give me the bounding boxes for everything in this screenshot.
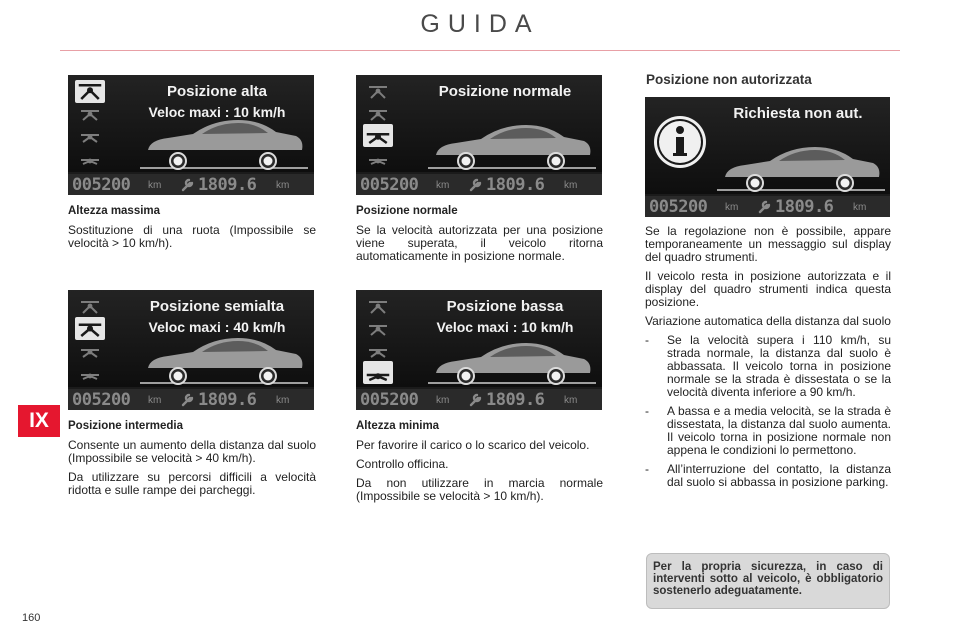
display-speed-limit: Veloc maxi : 10 km/h [148, 104, 286, 120]
wheel-hub [174, 157, 183, 166]
auto-height-list [645, 334, 891, 489]
display-title: Posizione alta [166, 83, 268, 100]
display-high-position [68, 75, 314, 195]
height-semi-high-icon [366, 105, 390, 123]
height-normal-icon [363, 124, 393, 147]
wheel-hub [264, 157, 273, 166]
height-semi-high-icon [78, 105, 102, 123]
wheel-hub [552, 372, 561, 381]
car-illustration [426, 113, 598, 171]
trip-unit: km [276, 395, 290, 406]
wheel-hub [462, 372, 471, 381]
section-text: Se la regolazione non è possibile, appare temporaneamente un messaggio sul display del quadro strumenti. [645, 224, 891, 264]
mileage-unit: km [725, 202, 739, 213]
wrench-icon [180, 176, 196, 192]
display-normal-position [356, 75, 602, 195]
height-normal-icon [78, 342, 102, 360]
display-title: Posizione semialta [149, 298, 285, 315]
height-low-icon [363, 361, 393, 384]
car-illustration [426, 328, 598, 386]
section-heading: Altezza minima [356, 420, 440, 432]
trip-unit: km [564, 180, 578, 191]
trip-mileage: 1809.6 [486, 175, 545, 195]
mileage-unit: km [436, 395, 450, 406]
total-mileage: 005200 [360, 390, 419, 410]
section-title-not-authorized: Posizione non autorizzata [646, 72, 812, 87]
section-text: Sostituzione di una ruota (Impossibile se velocità > 10 km/h). [68, 223, 316, 250]
section-text: Da utilizzare su percorsi difficili a velocità ridotta e sulle rampe dei parcheggi. [68, 470, 316, 497]
section-not-authorized [645, 225, 891, 495]
wheel-hub [552, 157, 561, 166]
height-high-icon [75, 80, 105, 103]
page-title: GUIDA [420, 10, 540, 38]
trip-unit: km [564, 395, 578, 406]
wrench-icon [468, 176, 484, 192]
total-mileage: 005200 [72, 175, 131, 195]
height-semi-high-icon [75, 317, 105, 340]
display-request-not-authorized [645, 97, 890, 217]
height-semi-high-icon [366, 320, 390, 338]
odometer-bar [356, 174, 602, 195]
car-illustration [138, 113, 310, 171]
section-max-height [68, 205, 316, 256]
car-illustration [138, 328, 310, 386]
trip-unit: km [276, 180, 290, 191]
height-normal-icon [366, 342, 390, 360]
height-high-icon [366, 83, 390, 101]
car-illustration [715, 135, 887, 193]
display-low-position [356, 290, 602, 410]
chapter-tab: IX [18, 405, 60, 437]
section-text: Il veicolo resta in posizione autorizzata e il display del quadro strumenti indica questa posizione. [645, 269, 891, 309]
wheel-hub [264, 372, 273, 381]
info-icon [651, 113, 709, 171]
header-divider [60, 50, 900, 51]
trip-mileage: 1809.6 [198, 175, 257, 195]
list-item: - Se la velocità supera i 110 km/h, su strada normale, la distanza dal suolo è abbassata. Il veicolo torna in posizione normale se la strada è dissestata o se la velocità diventa inferiore a 90 km/h. [645, 333, 891, 399]
height-selector-panel [356, 75, 416, 172]
section-intermediate-position [68, 420, 316, 503]
section-normal-position [356, 205, 603, 269]
list-item: - All’interruzione del contatto, la distanza dal suolo si abbassa in posizione parking. [645, 462, 891, 489]
display-speed-limit: Veloc maxi : 10 km/h [436, 319, 574, 335]
trip-unit: km [853, 202, 867, 213]
mileage-unit: km [148, 180, 162, 191]
height-selector-panel [356, 290, 416, 387]
mileage-unit: km [148, 395, 162, 406]
total-mileage: 005200 [72, 390, 131, 410]
height-high-icon [78, 298, 102, 316]
height-low-icon [78, 364, 102, 382]
wrench-icon [180, 391, 196, 407]
section-heading: Posizione intermedia [68, 420, 184, 432]
height-normal-icon [78, 127, 102, 145]
wheel-hub [841, 179, 850, 188]
trip-mileage: 1809.6 [198, 390, 257, 410]
section-text: Da non utilizzare in marcia normale (Impossibile se velocità > 10 km/h). [356, 476, 603, 503]
wheel-hub [174, 372, 183, 381]
section-text: Controllo officina. [356, 457, 449, 471]
odometer-bar [68, 389, 314, 410]
mileage-unit: km [436, 180, 450, 191]
odometer-bar [356, 389, 602, 410]
height-low-icon [78, 149, 102, 167]
page-number: 160 [22, 612, 41, 624]
section-text: Se la velocità autorizzata per una posizione viene superata, il veicolo ritorna automaticamente in posizione normale. [356, 223, 603, 263]
wheel-hub [751, 179, 760, 188]
section-min-height [356, 420, 603, 509]
wheel-hub [462, 157, 471, 166]
height-low-icon [366, 149, 390, 167]
section-text: Variazione automatica della distanza dal suolo [645, 314, 891, 328]
total-mileage: 005200 [360, 175, 419, 195]
height-selector-panel [68, 75, 128, 172]
section-text: Consente un aumento della distanza dal suolo (Impossibile se velocità > 40 km/h). [68, 438, 316, 465]
total-mileage: 005200 [649, 197, 708, 217]
odometer-bar [68, 174, 314, 195]
display-title: Posizione normale [438, 83, 572, 100]
display-speed-limit: Veloc maxi : 40 km/h [148, 319, 286, 335]
section-heading: Posizione normale [356, 205, 458, 217]
section-text: Per favorire il carico o lo scarico del veicolo. [356, 438, 590, 452]
display-semi-high-position [68, 290, 314, 410]
display-title: Posizione bassa [446, 298, 564, 315]
section-heading: Altezza massima [68, 205, 161, 217]
wrench-icon [468, 391, 484, 407]
trip-mileage: 1809.6 [486, 390, 545, 410]
list-item: - A bassa e a media velocità, se la strada è dissestata, la distanza dal suolo aumenta. Il veicolo torna in posizione normale non appena le condizioni lo permettono. [645, 404, 891, 457]
trip-mileage: 1809.6 [775, 197, 834, 217]
safety-note: Per la propria sicurezza, in caso di interventi sotto al veicolo, è obbligatorio sostenerlo adeguatamente. [646, 553, 890, 609]
height-high-icon [366, 298, 390, 316]
display-title: Richiesta non aut. [733, 105, 863, 122]
odometer-bar [645, 196, 890, 217]
height-selector-panel [68, 290, 128, 387]
wrench-icon [757, 198, 773, 214]
